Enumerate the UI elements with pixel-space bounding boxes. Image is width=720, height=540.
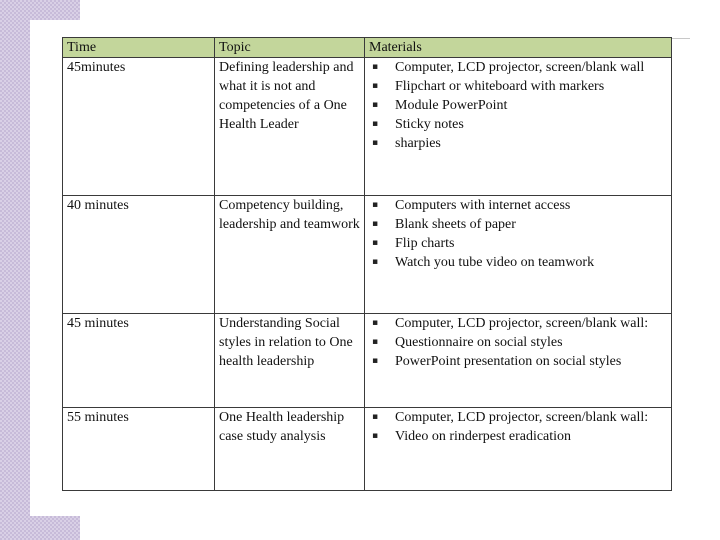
material-text: Flip charts — [395, 236, 455, 251]
materials-list — [369, 58, 667, 153]
bullet-icon: ▪ — [372, 200, 379, 210]
bullet-icon: ▪ — [372, 138, 379, 148]
materials-cell — [365, 408, 672, 491]
table-row — [63, 58, 672, 196]
list-item — [369, 77, 667, 96]
materials-cell — [365, 196, 672, 314]
decorative-line — [670, 38, 690, 39]
material-text: Watch you tube video on teamwork — [395, 255, 595, 270]
table-row — [63, 408, 672, 491]
bullet-icon: ▪ — [372, 356, 379, 366]
bullet-icon: ▪ — [372, 257, 379, 267]
header-time: Time — [63, 38, 215, 58]
list-item — [369, 314, 667, 333]
decorative-stripe-left — [0, 20, 30, 540]
bullet-icon: ▪ — [372, 119, 379, 129]
bullet-icon: ▪ — [372, 431, 379, 441]
topic-cell: Defining leadership and what it is not and competencies of a One Health Leader — [215, 58, 365, 196]
material-text: Computer, LCD projector, screen/blank wall — [395, 60, 645, 75]
materials-list — [369, 314, 667, 371]
materials-list — [369, 196, 667, 272]
materials-cell — [365, 58, 672, 196]
topic-cell: One Health leadership case study analysis — [215, 408, 365, 491]
materials-list — [369, 408, 667, 446]
list-item — [369, 352, 667, 371]
bullet-icon: ▪ — [372, 412, 379, 422]
time-cell: 45 minutes — [63, 314, 215, 408]
time-cell: 40 minutes — [63, 196, 215, 314]
material-text: PowerPoint presentation on social styles — [395, 354, 622, 369]
bullet-icon: ▪ — [372, 238, 379, 248]
material-text: sharpies — [395, 136, 441, 151]
list-item — [369, 215, 667, 234]
material-text: Sticky notes — [395, 117, 464, 132]
time-cell: 55 minutes — [63, 408, 215, 491]
materials-cell — [365, 314, 672, 408]
list-item — [369, 58, 667, 77]
list-item — [369, 196, 667, 215]
material-text: Video on rinderpest eradication — [395, 429, 572, 444]
list-item — [369, 234, 667, 253]
material-text: Computer, LCD projector, screen/blank wall: — [395, 410, 649, 425]
decorative-stripe-top — [0, 0, 80, 20]
bullet-icon: ▪ — [372, 62, 379, 72]
table-header-row — [63, 38, 672, 58]
decorative-stripe-bottom — [0, 516, 80, 540]
material-text: Questionnaire on social styles — [395, 335, 563, 350]
time-cell: 45minutes — [63, 58, 215, 196]
table-row — [63, 196, 672, 314]
topic-cell: Competency building, leadership and teamwork — [215, 196, 365, 314]
bullet-icon: ▪ — [372, 318, 379, 328]
table-row — [63, 314, 672, 408]
bullet-icon: ▪ — [372, 337, 379, 347]
list-item — [369, 333, 667, 352]
bullet-icon: ▪ — [372, 81, 379, 91]
list-item — [369, 408, 667, 427]
material-text: Module PowerPoint — [395, 98, 508, 113]
bullet-icon: ▪ — [372, 219, 379, 229]
header-materials: Materials — [365, 38, 672, 58]
list-item — [369, 134, 667, 153]
bullet-icon: ▪ — [372, 100, 379, 110]
header-topic: Topic — [215, 38, 365, 58]
list-item — [369, 253, 667, 272]
list-item — [369, 96, 667, 115]
topic-cell: Understanding Social styles in relation to One health leadership — [215, 314, 365, 408]
material-text: Flipchart or whiteboard with markers — [395, 79, 605, 94]
list-item — [369, 115, 667, 134]
material-text: Computers with internet access — [395, 198, 571, 213]
material-text: Blank sheets of paper — [395, 217, 516, 232]
schedule-table — [62, 37, 672, 491]
material-text: Computer, LCD projector, screen/blank wall: — [395, 316, 649, 331]
list-item — [369, 427, 667, 446]
